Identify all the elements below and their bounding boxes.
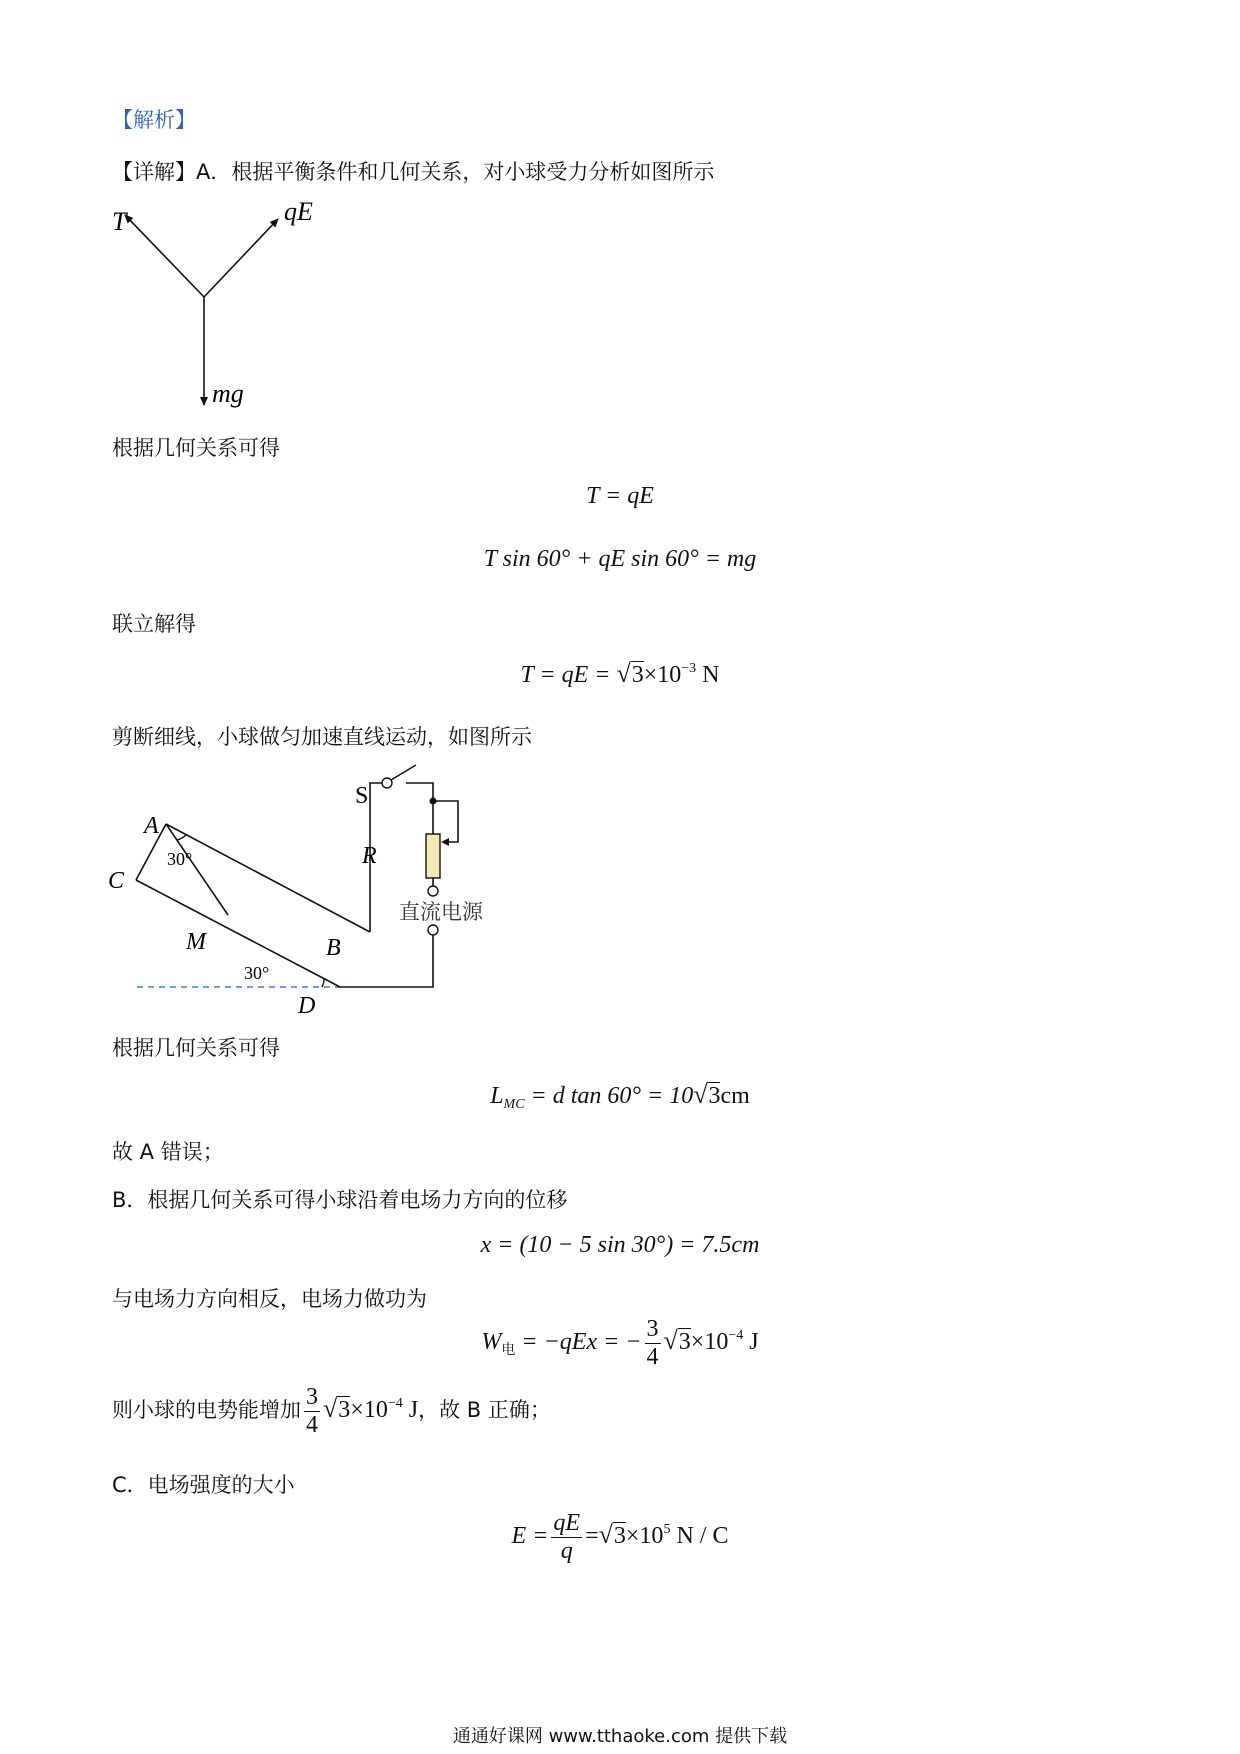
label-mg: mg xyxy=(212,379,244,408)
angle-arc-A xyxy=(177,835,186,840)
page-footer: 通通好课网 www.tthaoke.com 提供下载 xyxy=(452,1726,788,1747)
equation-2: T sin 60° + qE sin 60° = mg xyxy=(483,546,757,572)
text-B-result: 则小球的电势能增加 $\frac{3}{4}$ $√3\times 10^{-4}$ J，故 B 正确； xyxy=(112,1384,551,1438)
text-A-wrong: 故 A 错误； xyxy=(112,1140,224,1164)
label-angle-top: 30° xyxy=(167,849,193,869)
label-C: C xyxy=(108,868,125,894)
plate-AB xyxy=(166,824,370,932)
rheostat xyxy=(426,834,440,878)
detail-intro: 【详解】A．根据平衡条件和几何关系，对小球受力分析如图所示 xyxy=(112,160,715,184)
label-T: T xyxy=(112,207,127,236)
label-qE: qE xyxy=(284,197,313,226)
text-solve: 联立解得 xyxy=(112,612,196,636)
label-S: S xyxy=(355,783,369,809)
source-terminal-bottom xyxy=(428,925,438,935)
text-cut-string: 剪断细线，小球做匀加速直线运动，如图所示 xyxy=(112,725,532,749)
equation-6: $W_电 = -qEx$ = − $\frac{3}{4}$ $√3\times 10^{-4}$ J xyxy=(481,1316,759,1370)
electric-force-arrow xyxy=(204,219,278,297)
label-D: D xyxy=(298,993,316,1015)
switch-blade xyxy=(391,765,416,780)
equation-1: T = qE xyxy=(586,483,654,509)
label-angle-bottom: 30° xyxy=(244,963,270,983)
label-B: B xyxy=(326,935,341,961)
wire-S-R xyxy=(406,783,433,834)
angle-arc-D xyxy=(322,978,324,987)
label-M: M xyxy=(186,929,206,955)
tension-arrow xyxy=(125,215,204,297)
text-B-intro: B．根据几何关系可得小球沿着电场力方向的位移 xyxy=(112,1188,568,1212)
equation-3: T = qE = $√3\times 10^{-3}$ N xyxy=(520,659,720,688)
text-work: 与电场力方向相反，电场力做功为 xyxy=(112,1287,427,1311)
equation-7: E = $\frac{qE}{q}$ $=√3\times 10^5$ N / C xyxy=(511,1510,729,1564)
text-C-intro: C．电场强度的大小 xyxy=(112,1473,295,1497)
text-geometry-2: 根据几何关系可得 xyxy=(112,1036,280,1060)
label-A: A xyxy=(144,813,159,839)
equation-4: $L_{MC} = d$ tan 60° = 10√3cm xyxy=(490,1080,750,1112)
force-diagram xyxy=(100,190,340,420)
section-heading: 【解析】 xyxy=(112,108,196,132)
switch-terminal xyxy=(382,778,392,788)
equation-5: x = (10 − 5 sin 30°) = 7.5cm xyxy=(480,1232,760,1258)
source-terminal-top xyxy=(428,886,438,896)
incline-CD xyxy=(136,880,340,987)
circuit-diagram xyxy=(100,760,520,1015)
label-R: R xyxy=(362,843,377,869)
slider-arrow xyxy=(441,838,449,846)
text-geometry-1: 根据几何关系可得 xyxy=(112,436,280,460)
label-power-source: 直流电源 xyxy=(399,900,483,924)
wire-source-D xyxy=(340,935,433,987)
